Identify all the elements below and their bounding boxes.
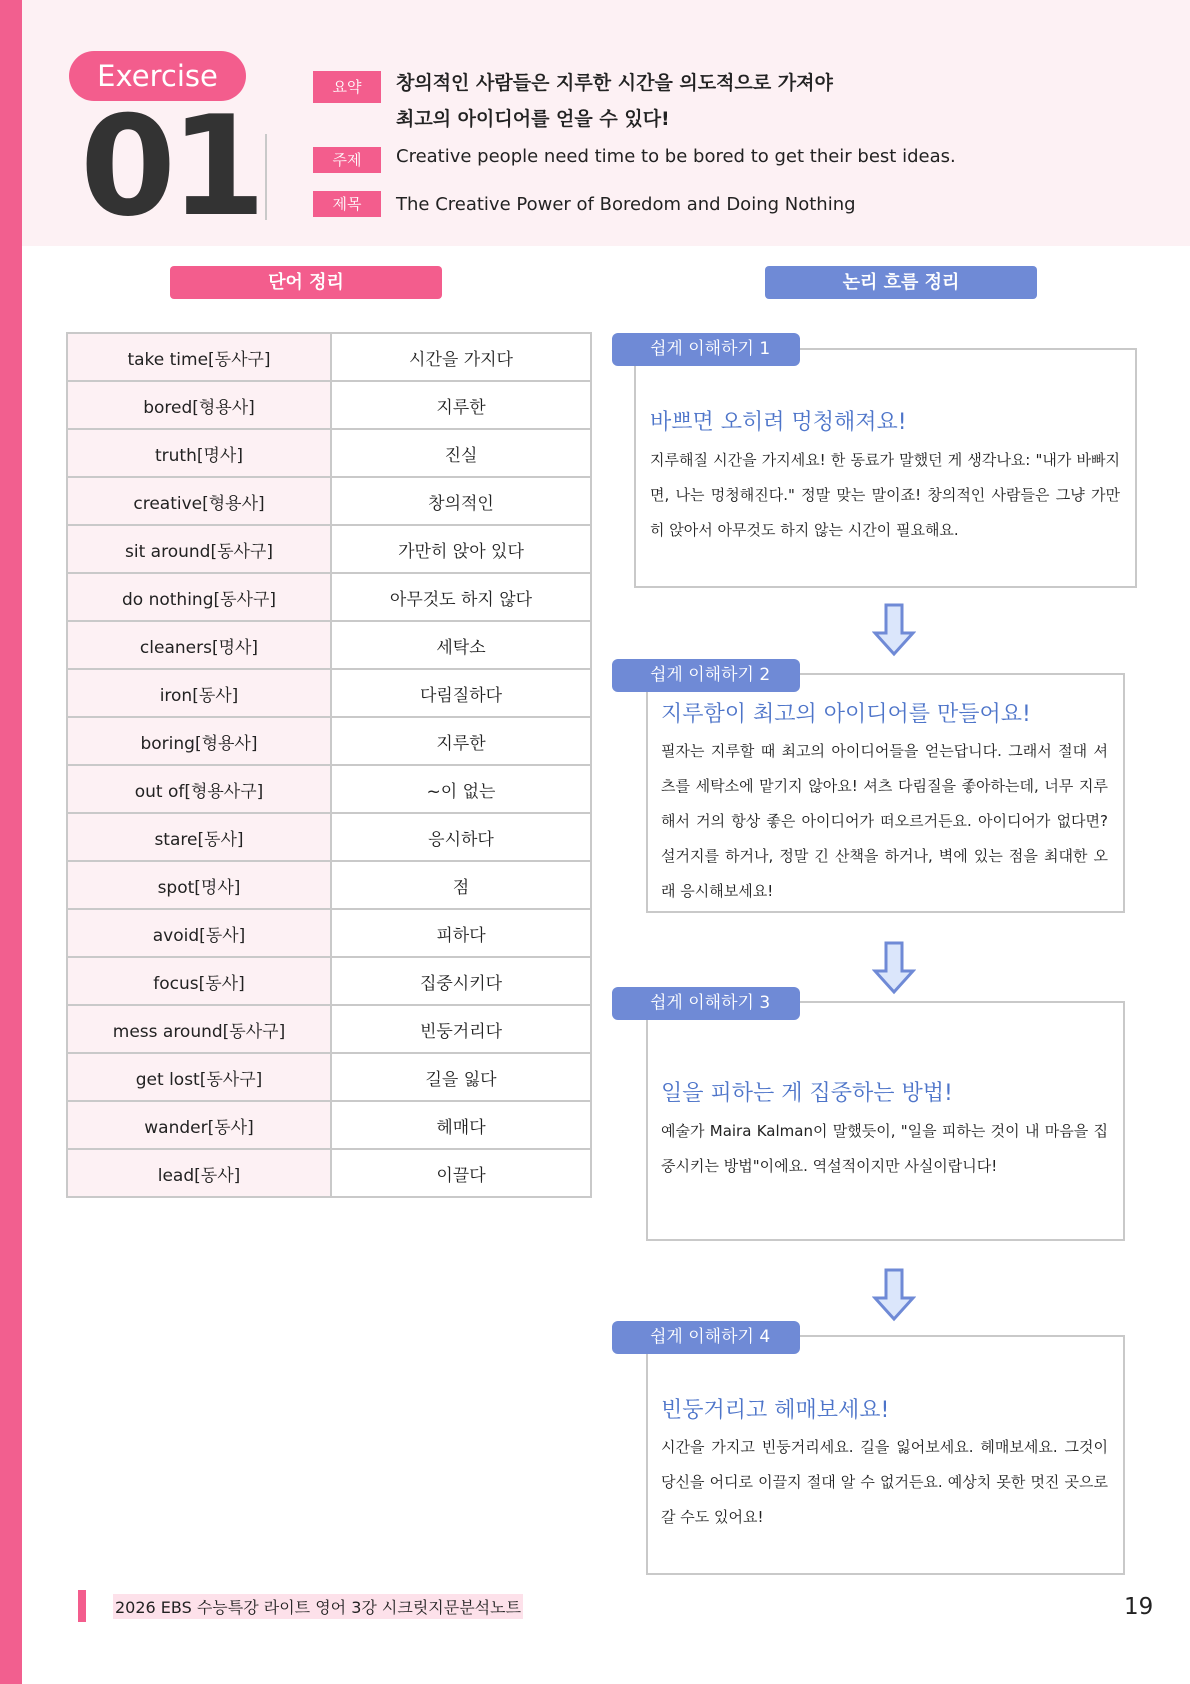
flow-step-4-title: 빈둥거리고 헤매보세요! bbox=[661, 1398, 890, 1423]
vocab-meaning: 점 bbox=[331, 861, 591, 909]
vocab-word: stare[동사] bbox=[67, 813, 331, 861]
vocab-meaning: 헤매다 bbox=[331, 1101, 591, 1149]
summary-line-1: 창의적인 사람들은 지루한 시간을 의도적으로 가져야 bbox=[396, 72, 833, 94]
vocab-word: mess around[동사구] bbox=[67, 1005, 331, 1053]
page-number: 19 bbox=[1124, 1594, 1154, 1620]
vocab-word: creative[형용사] bbox=[67, 477, 331, 525]
vocab-meaning: 다림질하다 bbox=[331, 669, 591, 717]
table-row bbox=[67, 909, 591, 957]
table-row bbox=[67, 381, 591, 429]
vocab-word: do nothing[동사구] bbox=[67, 573, 331, 621]
table-row bbox=[67, 957, 591, 1005]
flow-heading: 논리 흐름 정리 bbox=[765, 266, 1037, 299]
flow-step-3-text: 예술가 Maira Kalman이 말했듯이, "일을 피하는 것이 내 마음을 집중시키는 방법"이에요. 역설적이지만 사실이랍니다! bbox=[661, 1122, 1108, 1175]
vocab-meaning: 지루한 bbox=[331, 381, 591, 429]
flow-step-3-title: 일을 피하는 게 집중하는 방법! bbox=[661, 1081, 953, 1106]
table-row bbox=[67, 861, 591, 909]
table-row bbox=[67, 813, 591, 861]
topic-text: Creative people need time to be bored to get their best ideas. bbox=[396, 146, 956, 167]
summary-line-2: 최고의 아이디어를 얻을 수 있다! bbox=[396, 108, 670, 130]
flow-step-4-text: 시간을 가지고 빈둥거리세요. 길을 잃어보세요. 헤매보세요. 그것이 당신을 어디로 이끌지 절대 알 수 없거든요. 예상치 못한 멋진 곳으로 갈 수도 있어요! bbox=[661, 1438, 1108, 1526]
header-divider bbox=[265, 134, 267, 220]
topic-tag: 주제 bbox=[313, 147, 381, 173]
title-tag: 제목 bbox=[313, 191, 381, 217]
flow-step-4-label: 쉽게 이해하기 4 bbox=[612, 1321, 800, 1354]
vocab-meaning: 빈둥거리다 bbox=[331, 1005, 591, 1053]
side-accent-bar bbox=[0, 0, 22, 1684]
vocab-word: boring[형용사] bbox=[67, 717, 331, 765]
vocab-word: cleaners[명사] bbox=[67, 621, 331, 669]
table-row bbox=[67, 669, 591, 717]
vocab-table bbox=[66, 332, 592, 1198]
table-row bbox=[67, 1149, 591, 1197]
vocab-meaning: 세탁소 bbox=[331, 621, 591, 669]
vocab-meaning: 창의적인 bbox=[331, 477, 591, 525]
vocab-meaning: 가만히 앉아 있다 bbox=[331, 525, 591, 573]
flow-step-2-label: 쉽게 이해하기 2 bbox=[612, 659, 800, 692]
exercise-label: Exercise bbox=[69, 51, 246, 101]
vocab-word: take time[동사구] bbox=[67, 333, 331, 381]
table-row bbox=[67, 1101, 591, 1149]
vocab-meaning: 아무것도 하지 않다 bbox=[331, 573, 591, 621]
arrow-down-icon bbox=[872, 1268, 916, 1322]
flow-step-3-label: 쉽게 이해하기 3 bbox=[612, 987, 800, 1020]
vocab-meaning: 지루한 bbox=[331, 717, 591, 765]
title-text: The Creative Power of Boredom and Doing Nothing bbox=[396, 194, 856, 215]
vocab-meaning: 길을 잃다 bbox=[331, 1053, 591, 1101]
exercise-number: 01 bbox=[80, 86, 261, 247]
flow-step-2-title: 지루함이 최고의 아이디어를 만들어요! bbox=[661, 702, 1031, 727]
vocab-word: out of[형용사구] bbox=[67, 765, 331, 813]
vocab-meaning: 피하다 bbox=[331, 909, 591, 957]
arrow-down-icon bbox=[872, 941, 916, 995]
vocab-meaning: 응시하다 bbox=[331, 813, 591, 861]
vocab-word: focus[동사] bbox=[67, 957, 331, 1005]
vocab-meaning: ~이 없는 bbox=[331, 765, 591, 813]
table-row bbox=[67, 1053, 591, 1101]
arrow-down-icon bbox=[872, 603, 916, 657]
table-row bbox=[67, 477, 591, 525]
vocab-word: wander[동사] bbox=[67, 1101, 331, 1149]
table-row bbox=[67, 333, 591, 381]
table-row bbox=[67, 717, 591, 765]
footer-text: 2026 EBS 수능특강 라이트 영어 3강 시크릿지문분석노트 bbox=[113, 1594, 523, 1619]
vocab-meaning: 집중시키다 bbox=[331, 957, 591, 1005]
flow-step-2-text: 필자는 지루할 때 최고의 아이디어들을 얻는답니다. 그래서 절대 셔츠를 세탁소에 맡기지 않아요! 셔츠 다림질을 좋아하는데, 너무 지루해서 거의 항상 좋은 아이디어가 떠오르거든요. 아이디어가 없다면? 설거지를 하거나, 정말 긴 산책을 하거나, 벽에 있는 점을 최대한 오래 응시해보세요! bbox=[661, 742, 1108, 900]
vocab-meaning: 이끌다 bbox=[331, 1149, 591, 1197]
table-row bbox=[67, 573, 591, 621]
flow-step-1-label: 쉽게 이해하기 1 bbox=[612, 333, 800, 366]
flow-step-1-text: 지루해질 시간을 가지세요! 한 동료가 말했던 게 생각나요: "내가 바빠지면, 나는 멍청해진다." 정말 맞는 말이죠! 창의적인 사람들은 그냥 가만히 앉아서 아무것도 하지 않는 시간이 필요해요. bbox=[650, 451, 1120, 539]
table-row bbox=[67, 1005, 591, 1053]
vocab-word: iron[동사] bbox=[67, 669, 331, 717]
table-row bbox=[67, 621, 591, 669]
vocab-word: bored[형용사] bbox=[67, 381, 331, 429]
vocab-word: lead[동사] bbox=[67, 1149, 331, 1197]
table-row bbox=[67, 429, 591, 477]
vocab-meaning: 진실 bbox=[331, 429, 591, 477]
vocab-word: spot[명사] bbox=[67, 861, 331, 909]
vocab-meaning: 시간을 가지다 bbox=[331, 333, 591, 381]
vocab-word: sit around[동사구] bbox=[67, 525, 331, 573]
flow-step-1-title: 바쁘면 오히려 멍청해져요! bbox=[650, 410, 907, 435]
footer-accent-bar bbox=[78, 1590, 86, 1622]
vocab-heading: 단어 정리 bbox=[170, 266, 442, 299]
summary-tag: 요약 bbox=[313, 71, 381, 103]
vocab-word: avoid[동사] bbox=[67, 909, 331, 957]
vocab-word: get lost[동사구] bbox=[67, 1053, 331, 1101]
table-row bbox=[67, 525, 591, 573]
table-row bbox=[67, 765, 591, 813]
vocab-word: truth[명사] bbox=[67, 429, 331, 477]
